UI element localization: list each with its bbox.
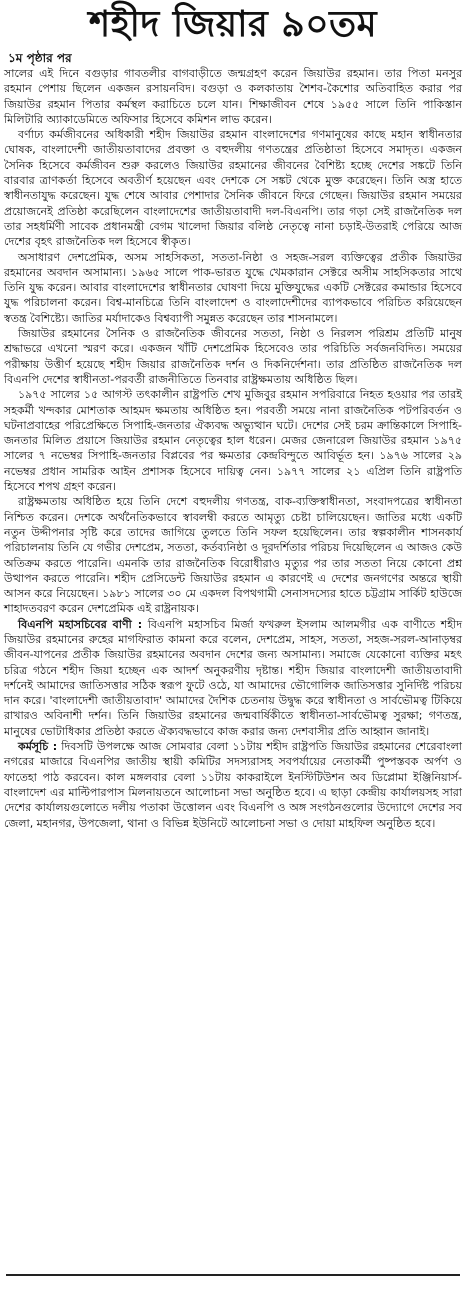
paragraph-3 <box>4 250 462 326</box>
headline: শহীদ জিয়ার ৯০তম <box>88 4 378 45</box>
paragraph-4 <box>4 326 462 387</box>
paragraph-text: ১৯৭৫ সালের ১৫ আগস্ট তৎকালীন রাষ্ট্রপতি শেখ মুজিবুর রহমান সপরিবারে নিহত হওয়ার পর তারই সহকর্মী খন্দকার মোশতাক আহমদ ক্ষমতায় অধিষ্ঠিত হন। পরবর্তী সময়ে নানা রাজনৈতিক পটপরিবর্তন ও ঘটনাপ্রবাহের পরিপ্রেক্ষিতে সিপাহি-জনতার ঐক্যবদ্ধ অভ্যুত্থান ঘটে। দেশের সেই চরম ক্রান্তিকালে সিপাহি-জনতার মিলিত প্রয়াসে জিয়াউর রহমান নেতৃত্বের হাল ধরেন। মেজর জেনারেল জিয়াউর রহমান ১৯৭৫ সালের ৭ নভেম্বর সিপাহি-জনতার বিপ্লবের পর ক্ষমতার কেন্দ্রবিন্দুতে আবির্ভূত হন। ১৯৭৬ সালের ২৯ নভেম্বর প্রধান সামরিক আইন প্রশাসক হিসেবে দায়িত্ব নেন। ১৯৭৭ সালের ২১ এপ্রিল তিনি রাষ্ট্রপতি হিসেবে শপথ গ্রহণ করেন। <box>4 388 462 494</box>
paragraph-text: সালের এই দিনে বগুড়ার গাবতলীর বাগবাড়ীতে জন্মগ্রহণ করেন জিয়াউর রহমান। তার পিতা মনসুর রহমান পেশায় ছিলেন একজন রসায়নবিদ। বগুড়া ও কলকাতায় শৈশব-কৈশোর অতিবাহিত করার পর জিয়াউর রহমান পিতার কর্মস্থল করাচিতে চলে যান। শিক্ষাজীবন শেষে ১৯৫৫ সালে তিনি পাকিস্তান মিলিটারি অ্যাকাডেমিতে অফিসার হিসেবে কমিশন লাভ করেন। <box>4 67 462 126</box>
paragraph-5 <box>4 387 462 494</box>
continued-from-label: ১ম পৃষ্ঠার পর <box>8 51 72 65</box>
paragraph-8 <box>4 739 462 831</box>
section-lead-secretary-message: বিএনপি মহাসচিবের বাণী : <box>18 617 143 631</box>
paragraph-text: বিএনপি মহাসচিব মির্জা ফখরুল ইসলাম আলমগীর এক বাণীতে শহীদ জিয়াউর রহমানের রুহের মাগফিরাত কামনা করে বলেন, দেশপ্রেম, সাহস, সততা, সহজ-সরল-আনাড়ম্বর জীবন-যাপনের প্রতীক জিয়াউর রহমানের অবদান দেশের জন্য অসামান্য। সমাজে যেকোনো ব্যক্তির মহৎ চরিত্র গঠনে শহীদ জিয়া হচ্ছেন এক আদর্শ অনুকরণীয় দৃষ্টান্ত। শহীদ জিয়ার বাংলাদেশী জাতীয়তাবাদী দর্শনেই আমাদের জাতিসত্তার সঠিক স্বরূপ ফুটে ওঠে, যা আমাদের ভৌগোলিক জাতিসত্তার সুনির্দিষ্ট পরিচয় দান করে। 'বাংলাদেশী জাতীয়তাবাদ' আমাদের দৈশিক চেতনায় উদ্বুদ্ধ করে স্বাধীনতা ও সার্বভৌমত্ব টিকিয়ে রাখারও অবিনাশী দর্শন। তিনি জিয়াউর রহমানের জন্মবার্ষিকীতে স্বাধীনতা-সার্বভৌমত্ব সুরক্ষা; গণতন্ত্র, মানুষের ভোটাধিকার প্রতিষ্ঠা করতে ঐক্যবদ্ধভাবে কাজ করার জন্য দেশবাসীর প্রতি আহ্বান জানাই। <box>4 617 463 738</box>
paragraph-text: রাষ্ট্রক্ষমতায় অধিষ্ঠিত হয়ে তিনি দেশে বহুদলীয় গণতন্ত্র, বাক-ব্যক্তিস্বাধীনতা, সংবাদপত্রের স্বাধীনতা নিশ্চিত করেন। দেশকে অর্থনৈতিকভাবে স্বাবলম্বী করতে আমৃত্যু চেষ্টা চালিয়েছেন। জাতির মধ্যে একটি নতুন উদ্দীপনার সৃষ্টি করে তাদের জাগিয়ে তুলতে তিনি সফল হয়েছিলেন। তার স্বল্পকালীন শাসনকার্য পরিচালনায় তিনি যে গভীর দেশপ্রেম, সততা, কর্তব্যনিষ্ঠা ও দূরদর্শিতার পরিচয় দিয়েছিলেন এ আজও কেউ অতিক্রম করতে পারেনি। এমনকি তার রাজনৈতিক বিরোধীরাও মৃত্যুর পর তার সততা নিয়ে কোনো প্রশ্ন উত্থাপন করতে পারেনি। শহীদ প্রেসিডেন্ট জিয়াউর রহমান এ কারণেই এ দেশের জনগণের অন্তরে স্থায়ী আসন করে নিয়েছেন। ১৯৮১ সালের ৩০ মে একদল বিপথগামী সেনাসদস্যের হাতে চট্টগ্রাম সার্কিট হাউজে শাহাদতবরণ করেন দেশপ্রেমিক এই রাষ্ট্রনায়ক। <box>4 495 462 616</box>
paragraph-text: বর্ণাঢ্য কর্মজীবনের অধিকারী শহীদ জিয়াউর রহমান বাংলাদেশের গণমানুষের কাছে মহান স্বাধীনতার ঘোষক, বাংলাদেশী জাতীয়তাবাদের প্রবক্তা ও বহুদলীয় গণতন্ত্রের প্রতিষ্ঠাতা হিসেবে সমাদৃত। একজন সৈনিক হিসেবে কর্মজীবন শুরু করলেও জিয়াউর রহমানের জীবনের বৈশিষ্ট্য হচ্ছে দেশের সঙ্কটে তিনি বারবার ত্রাণকর্তা হিসেবে অবতীর্ণ হয়েছেন এবং দেশকে সে সঙ্কট থেকে মুক্ত করেছেন। তিনি অস্ত্র হাতে স্বাধীনতাযুদ্ধ করেছেন। যুদ্ধ শেষে আবার পেশাদার সৈনিক জীবনে ফিরে গেছেন। জিয়াউর রহমান সময়ের প্রয়োজনেই প্রতিষ্ঠা করেছিলেন বাংলাদেশের জাতীয়তাবাদী দল-বিএনপি। তার গড়া সেই রাজনৈতিক দল তার সহধর্মিণী সাবেক প্রধানমন্ত্রী বেগম খালেদা জিয়ার বলিষ্ঠ নেতৃত্বে নানা চড়াই-উতরাই পেরিয়ে আজ দেশের বৃহৎ রাজনৈতিক দল হিসেবে স্বীকৃত। <box>4 128 462 249</box>
article-body <box>4 66 462 831</box>
section-lead-program: কর্মসূচি : <box>18 740 58 754</box>
paragraph-7 <box>4 617 462 739</box>
paragraph-6 <box>4 494 462 616</box>
paragraph-text: অসাধারণ দেশপ্রেমিক, অসম সাহসিকতা, সততা-নিষ্ঠা ও সহজ-সরল ব্যক্তিত্বের প্রতীক জিয়াউর রহমানের অবদান অসামান্য। ১৯৬৫ সালে পাক-ভারত যুদ্ধে খেমকারান সেক্টরে অসীম সাহসিকতার সাথে তিনি যুদ্ধ করেন। আবার বাংলাদেশের স্বাধীনতার ঘোষণা দিয়ে মুক্তিযুদ্ধের একটি সেক্টরের কমান্ডার হিসেবে যুদ্ধ পরিচালনা করেন। বিশ্ব-মানচিত্রে তিনি বাংলাদেশ ও বাংলাদেশীদের ব্যাপকভাবে পরিচিত করিয়েছেন স্বতন্ত্র বৈশিষ্ট্যে। জাতির মর্যাদাকেও বিশ্বব্যাপী সমুন্নত করেছেন তার শাসনামলে। <box>4 250 462 325</box>
paragraph-1 <box>4 66 462 127</box>
paragraph-text: দিবসটি উপলক্ষে আজ সোমবার বেলা ১১টায় শহীদ রাষ্ট্রপতি জিয়াউর রহমানের শেরেবাংলা নগরের মাজারে বিএনপির জাতীয় স্থায়ী কমিটির সদস্যরাসহ সবপর্যায়ের নেতাকর্মী পুষ্পস্তবক অর্পণ ও ফাতেহা পাঠ করবেন। কাল মঙ্গলবার বেলা ১১টায় কাকরাইলে ইনস্টিটিউশন অব ডিপ্লোমা ইঞ্জিনিয়ার্স-বাংলাদেশ এর মাল্টিপারপাস মিলনায়তনে আলোচনা সভা অনুষ্ঠিত হবে। এ ছাড়া কেন্দ্রীয় কার্যালয়সহ সারা দেশের কার্যালয়গুলোতে দলীয় পতাকা উত্তোলন এবং বিএনপি ও অঙ্গ সংগঠনগুলোর উদ্যোগে দেশের সব জেলা, মহানগর, উপজেলা, থানা ও বিভিন্ন ইউনিটে আলোচনা সভা ও দোয়া মাহফিল অনুষ্ঠিত হবে। <box>4 740 462 830</box>
paragraph-text: জিয়াউর রহমানের সৈনিক ও রাজনৈতিক জীবনের সততা, নিষ্ঠা ও নিরলস পরিশ্রম প্রতিটি মানুষ শ্রদ্ধাভরে এখনো স্মরণ করে। একজন খাঁটি দেশপ্রেমিক হিসেবেও তার পরিচিতি সর্বজনবিদিত। সময়ের পরীক্ষায় উত্তীর্ণ হয়েছে শহীদ জিয়ার রাজনৈতিক দর্শন ও দিকনির্দেশনা। তার প্রতিষ্ঠিত রাজনৈতিক দল বিএনপি দেশের স্বাধীনতা-পরবর্তী রাজনীতিতে তিনবার রাষ্ট্রক্ষমতায় অধিষ্ঠিত ছিল। <box>4 327 462 386</box>
paragraph-2 <box>4 127 462 249</box>
bottom-rule <box>6 1274 460 1276</box>
